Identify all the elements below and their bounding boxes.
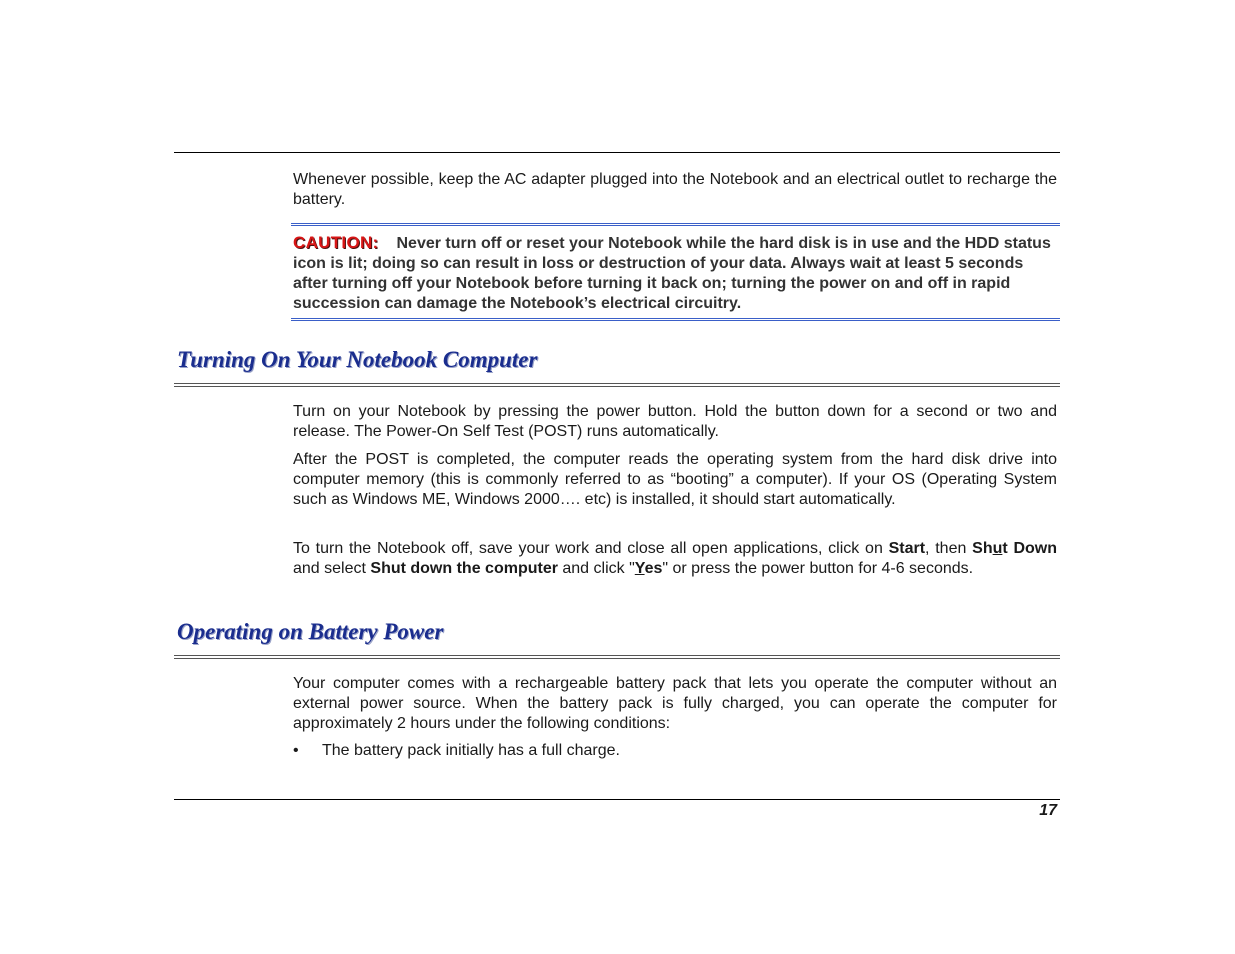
p3-text-5: " or press the power button for 4-6 seconds.: [662, 560, 974, 577]
p3-text-3: and select: [293, 560, 371, 577]
caution-box: [291, 223, 1060, 321]
shut-down-term: [972, 540, 1057, 557]
heading-battery-power: Operating on Battery Power: [177, 619, 444, 644]
yes-term-y: Y: [634, 560, 645, 577]
battery-paragraph-1: Your computer comes with a rechargeable battery pack that lets you operate the computer without an external power source. When the battery pack is fully charged, you can operate the computer for approximately 2 hours under the following conditions:: [293, 675, 1057, 732]
bullet-text: The battery pack initially has a full charge.: [322, 742, 620, 759]
yes-term: [635, 560, 663, 577]
intro-paragraph: Whenever possible, keep the AC adapter plugged into the Notebook and an electrical outlet to recharge the battery.: [293, 171, 1057, 208]
yes-term-rest: es: [644, 560, 663, 577]
shut-down-term-b: t Down: [1002, 540, 1057, 557]
turning-on-paragraph-1: Turn on your Notebook by pressing the power button. Hold the button down for a second or two and release. The Power-On Self Test (POST) runs automatically.: [293, 403, 1057, 440]
p3-text-1: To turn the Notebook off, save your work and close all open applications, click on: [293, 540, 889, 557]
p3-text-2: , then: [925, 540, 973, 557]
shut-down-term-a: Sh: [972, 540, 993, 557]
turning-on-paragraph-3: [293, 539, 1057, 579]
caution-body: Never turn off or reset your Notebook while the hard disk is in use and the HDD status icon is lit; doing so can result in loss or destruction of your data. Always wait at least 5 seconds after turning off your Notebook before turning it back on; turning the power on and off in rapid succession can damage the Notebook’s electrical circuitry.: [293, 235, 1051, 312]
start-term: Start: [888, 540, 926, 557]
caution-bottom-border: [291, 318, 1060, 321]
footer-rule: [174, 799, 1060, 800]
shut-down-term-u: u: [992, 540, 1003, 557]
shut-down-computer-term: Shut down the computer: [370, 560, 558, 577]
page-number: 17: [1039, 802, 1057, 819]
header-rule: [174, 152, 1060, 153]
heading-turning-on-rule: [174, 383, 1060, 387]
caution-label: CAUTION:: [293, 233, 379, 252]
caution-top-border: [291, 223, 1060, 226]
p3-text-4: and click ": [557, 560, 635, 577]
heading-battery-power-rule: [174, 655, 1060, 659]
bullet-icon: •: [293, 742, 299, 759]
turning-on-paragraph-2: After the POST is completed, the computer reads the operating system from the hard disk drive into computer memory (this is commonly referred to as “booting” a computer). If your OS (Operating System such as Windows ME, Windows 2000…. etc) is installed, it should start automatically.: [293, 451, 1057, 508]
heading-turning-on: Turning On Your Notebook Computer: [177, 347, 538, 372]
caution-text: [293, 233, 1055, 314]
